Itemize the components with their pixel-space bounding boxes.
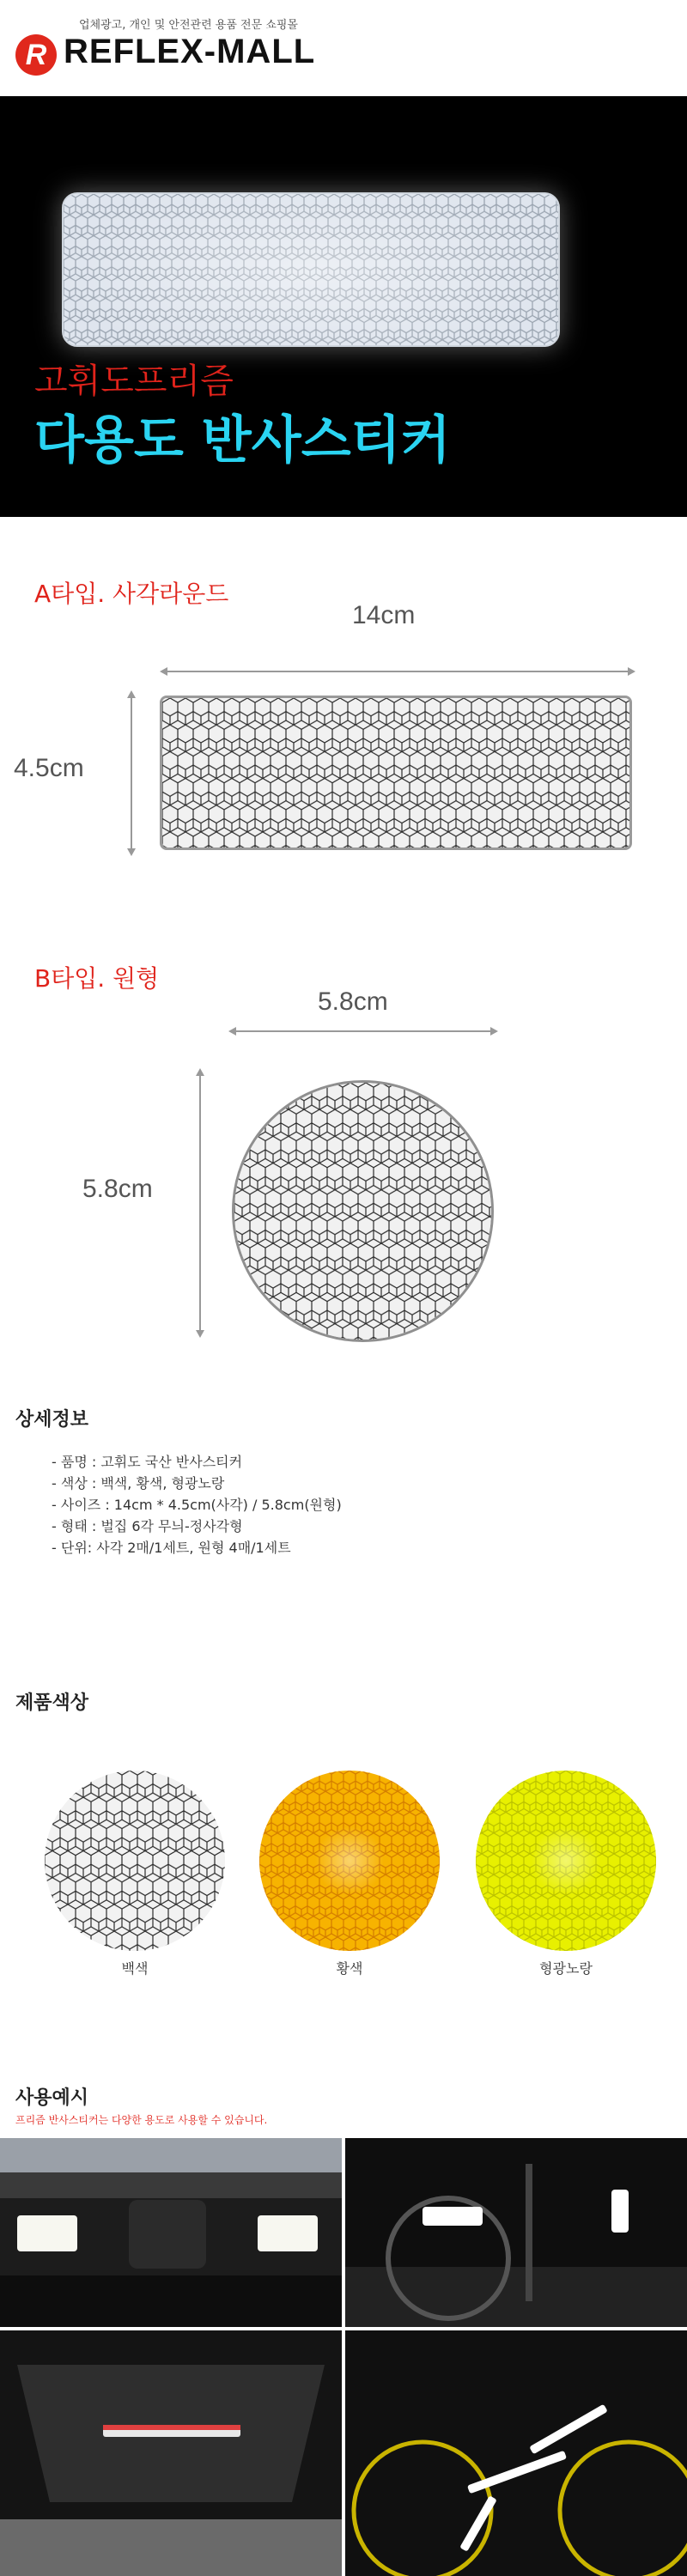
type-a-width-label: 14cm: [352, 601, 416, 629]
logo-mark-icon: R: [15, 34, 57, 76]
hero-sticker-image: [62, 192, 560, 347]
color-label-yellow: 황색: [336, 1960, 363, 1977]
site-header: [0, 0, 687, 96]
type-a-title: A타입. 사각라운드: [34, 580, 229, 608]
arrow-right-icon: [628, 667, 635, 676]
color-label-fluorescent-yellow: 형광노랑: [539, 1960, 593, 1977]
type-b-height-label: 5.8cm: [82, 1175, 153, 1203]
details-item: - 품명 : 고휘도 국산 반사스티커: [52, 1454, 243, 1470]
arrow-left-icon: [228, 1027, 236, 1036]
white-sticker-image: [45, 1771, 225, 1951]
type-a-height-dimension-line: [131, 692, 132, 854]
type-a-height-label: 4.5cm: [14, 754, 84, 782]
usage-photo-trunk: [0, 2330, 342, 2576]
usage-title: 사용예시: [15, 2087, 89, 2109]
details-item: - 사이즈 : 14cm * 4.5cm(사각) / 5.8cm(원형): [52, 1497, 342, 1513]
type-b-height-dimension-line: [199, 1070, 201, 1334]
type-b-width-dimension-line: [230, 1030, 495, 1032]
type-a-width-dimension-line: [161, 671, 632, 672]
hero-title-line2: 다용도 반사스티커: [34, 410, 451, 471]
details-title: 상세정보: [15, 1409, 89, 1431]
details-item: - 색상 : 백색, 황색, 형광노랑: [52, 1475, 225, 1492]
type-b-title: B타입. 원형: [34, 964, 160, 993]
type-b-sticker-image: [232, 1080, 494, 1342]
hero-banner: [0, 96, 687, 517]
details-item: - 형태 : 벌집 6각 무늬-정사각형: [52, 1518, 243, 1534]
usage-note: 프리즘 반사스티커는 다양한 용도로 사용할 수 있습니다.: [15, 2114, 268, 2126]
arrow-down-icon: [196, 1330, 204, 1338]
yellow-sticker-image: [259, 1771, 440, 1951]
type-a-sticker-image: [160, 696, 632, 850]
hero-title-line1: 고휘도프리즘: [34, 361, 234, 401]
type-b-width-label: 5.8cm: [318, 987, 388, 1016]
fluorescent-yellow-sticker-image: [476, 1771, 656, 1951]
details-item: - 단위: 사각 2매/1세트, 원형 4매/1세트: [52, 1540, 291, 1556]
arrow-right-icon: [490, 1027, 498, 1036]
color-swatch-fluorescent-yellow: [476, 1771, 656, 1977]
color-label-white: 백색: [121, 1960, 149, 1977]
colors-title: 제품색상: [15, 1692, 89, 1714]
logo-tagline: 업체광고, 개인 및 안전관련 용품 전문 쇼핑몰: [79, 19, 298, 32]
usage-photo-bicycle: [345, 2330, 687, 2576]
arrow-down-icon: [127, 848, 136, 856]
logo-text: REFLEX-MALL: [64, 33, 316, 70]
usage-photo-car-rear: [0, 2138, 342, 2327]
arrow-left-icon: [160, 667, 167, 676]
color-swatch-yellow: [259, 1771, 440, 1977]
color-swatch-white: [45, 1771, 225, 1977]
site-logo[interactable]: [15, 15, 325, 76]
arrow-up-icon: [127, 690, 136, 698]
arrow-up-icon: [196, 1068, 204, 1076]
details-list: [52, 1451, 567, 1558]
usage-photo-wheelchair: [345, 2138, 687, 2327]
